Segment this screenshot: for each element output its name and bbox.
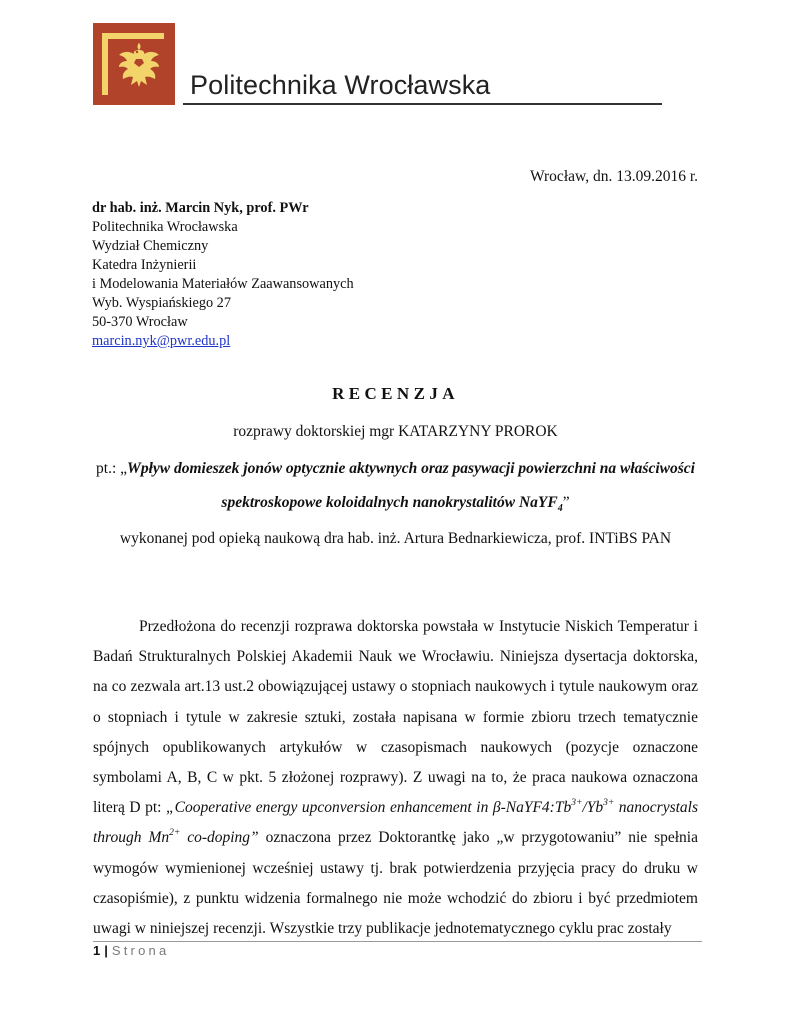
university-name: Politechnika Wrocławska <box>190 70 491 100</box>
sender-line: Katedra Inżynierii <box>92 257 197 273</box>
body-italic-part-b: /Yb <box>582 799 604 817</box>
thesis-title-text-1: Wpływ domieszek jonów optycznie aktywnych oraz pasywacji powierzchni na właściwości <box>127 460 695 477</box>
superscript-1: 3+ <box>571 798 583 809</box>
body-paragraph <box>93 612 698 944</box>
page-footer <box>93 943 169 958</box>
thesis-title-line-2 <box>0 494 791 514</box>
header-divider <box>183 103 662 105</box>
review-subtitle: rozprawy doktorskiej mgr KATARZYNY PROROK <box>233 423 558 440</box>
thesis-title-prefix: pt.: „ <box>96 460 128 477</box>
thesis-title-suffix: ” <box>562 494 570 511</box>
sender-line: i Modelowania Materiałów Zaawansowanych <box>92 276 354 292</box>
superscript-2: 3+ <box>603 798 615 809</box>
review-title: RECENZJA <box>332 384 459 403</box>
body-text-part-1: Przedłożona do recenzji rozprawa doktorska powstała w Instytucie Niskich Temperatur i Badań Strukturalnych Polskiej Akademii Nauk we Wrocławiu. Niniejsza dysertacja doktorska, na co zezwala art.13 ust.2 obowiązującej ustawy o stopniach naukowych i tytule naukowym oraz o stopniach i tytule w zakresie sztuki, została napisana w formie zbioru trzech tematycznie spójnych opublikowanych artykułów w czasopismach naukowych (pozycje oznaczone symbolami A, B, C w pkt. 5 złożonej rozprawy). Z uwagi na to, że praca naukowa oznaczona literą D pt: <box>93 618 698 817</box>
review-body <box>93 612 698 944</box>
thesis-title-subscript: 4 <box>557 503 563 515</box>
footer-separator: | <box>104 943 108 958</box>
sender-email-link[interactable]: marcin.nyk@pwr.edu.pl <box>92 333 231 349</box>
eagle-crest-icon <box>93 23 175 105</box>
sender-line: Politechnika Wrocławska <box>92 219 238 235</box>
sender-name: dr hab. inż. Marcin Nyk, prof. PWr <box>92 200 309 216</box>
body-text-part-2: oznaczona przez Doktorantkę jako „w przygotowaniu” nie spełnia wymogów wymienionej wcześniej ustawy tj. brak potwierdzenia przyjęcia pracy do druku w czasopiśmie), z punktu widzenia formalnego nie może wchodzić do zbioru i być przedmiotem uwagi w niniejszej recenzji. Wszystkie trzy publikacje jednotematycznego cyklu prac zostały <box>93 829 698 938</box>
place-date: Wrocław, dn. 13.09.2016 r. <box>530 168 698 185</box>
thesis-title-text-2: spektroskopowe koloidalnych nanokrystalitów NaYF <box>221 494 558 511</box>
page-number: 1 <box>93 943 101 958</box>
page-word: Strona <box>111 943 170 958</box>
body-italic-part-d: co-doping” <box>180 829 259 847</box>
university-logo <box>93 23 175 105</box>
sender-address-block <box>92 199 354 351</box>
footer-divider <box>93 941 702 942</box>
supervisor-line: wykonanej pod opieką naukową dra hab. inż. Artura Bednarkiewicza, prof. INTiBS PAN <box>119 530 672 547</box>
body-italic-part-c: nanocrystals through Mn <box>93 799 699 847</box>
thesis-title-line-1 <box>0 460 791 478</box>
body-italic-part-a: „Cooperative energy upconversion enhancement in β-NaYF4:Tb <box>166 799 572 817</box>
sender-line: Wyb. Wyspiańskiego 27 <box>92 295 231 311</box>
sender-line: 50-370 Wrocław <box>92 314 188 330</box>
sender-line: Wydział Chemiczny <box>92 238 209 254</box>
superscript-3: 2+ <box>169 828 181 839</box>
